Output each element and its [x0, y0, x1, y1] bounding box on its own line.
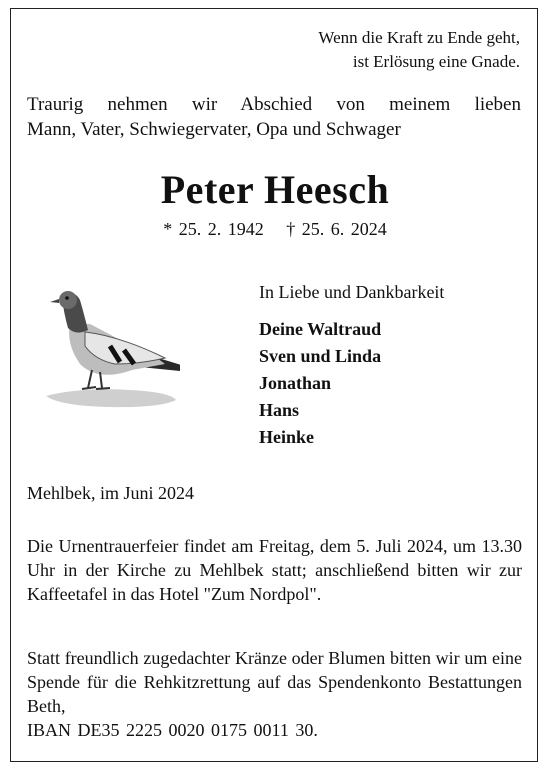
- birth-date: * 25. 2. 1942: [163, 219, 264, 239]
- mourner-name: Sven und Linda: [259, 346, 382, 366]
- motto-line-1: Wenn die Kraft zu Ende geht,: [318, 28, 520, 47]
- intro-text: [27, 92, 521, 142]
- iban-line: IBAN DE35 2225 0020 0175 0011 30.: [27, 720, 318, 740]
- mourner-name: Deine Waltraud: [259, 319, 382, 339]
- motto-line-2: ist Erlösung eine Gnade.: [352, 52, 520, 71]
- pigeon-icon: [40, 284, 180, 409]
- intro-line-1: Traurig nehmen wir Abschied von meinem lieben: [27, 94, 521, 115]
- mourner-name: Heinke: [259, 427, 315, 447]
- mourner-name: Hans: [259, 400, 300, 420]
- death-date: † 25. 6. 2024: [286, 219, 387, 239]
- service-paragraph: Die Urnentrauerfeier findet am Freitag, dem 5. Juli 2024, um 13.30 Uhr in der Kirche zu Mehlbek statt; anschließend bitten wir zur Kaffeetafel in das Hotel "Zum Nordpol".: [27, 536, 522, 604]
- life-dates: [0, 219, 550, 240]
- mourner-name: Jonathan: [259, 373, 332, 393]
- mourners-heading: In Liebe und Dankbarkeit: [259, 282, 445, 302]
- deceased-name: Peter Heesch: [160, 167, 390, 212]
- place-date: Mehlbek, im Juni 2024: [27, 483, 194, 503]
- donation-text: Statt freundlich zugedachter Kränze oder Blumen bitten wir um eine Spende für die Rehkitzrettung auf das Spendenkonto Bestattungen Beth,: [27, 648, 522, 716]
- intro-line-2: Mann, Vater, Schwiegervater, Opa und Schwager: [27, 119, 401, 140]
- mourners-list: [259, 316, 381, 451]
- donation-paragraph: [27, 646, 522, 742]
- motto: [318, 26, 520, 74]
